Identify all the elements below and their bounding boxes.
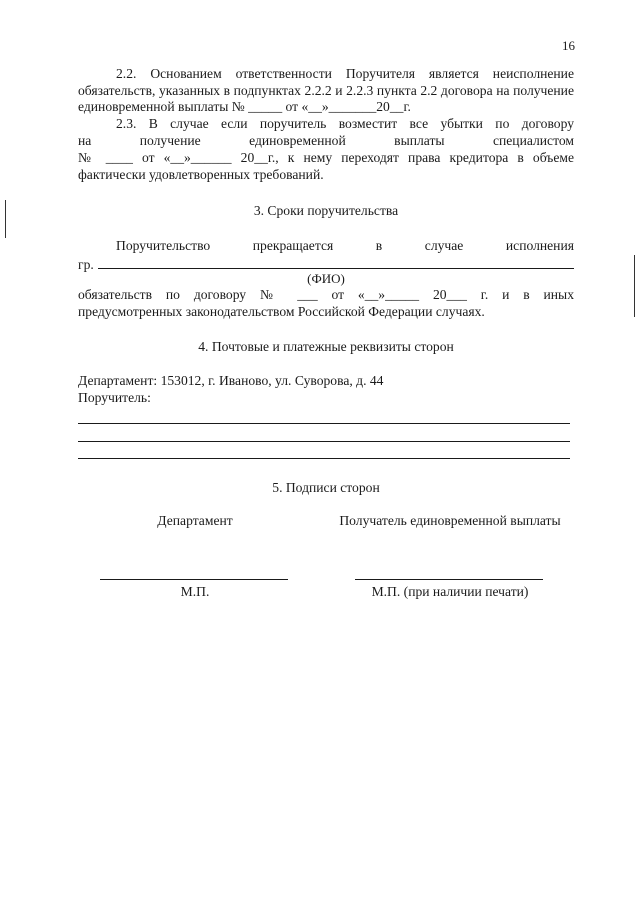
- paragraph-2-3-line2: на получение единовременной выплаты специалистом: [78, 133, 574, 148]
- right-margin-mark: [634, 255, 635, 317]
- paragraph-2-2: 2.2. Основанием ответственности Поручителя является неисполнение обязательств, указанных в подпунктах 2.2.2 и 2.2.3 пункта 2.2 договора на получение единовременной выплаты № _____ от «__»_______20__г.: [78, 66, 574, 114]
- section-3-line4: предусмотренных законодательством Российской Федерации случаях.: [78, 304, 485, 319]
- paragraph-2-3-line1: 2.3. В случае если поручитель возместит все убытки по договору: [116, 116, 574, 131]
- guarantor-details-line-2: [78, 441, 570, 442]
- page-number: 16: [562, 38, 575, 53]
- left-stamp-label: М.П.: [180, 584, 210, 599]
- guarantor-label: Поручитель:: [78, 390, 151, 405]
- section-3-heading: 3. Сроки поручительства: [253, 203, 399, 218]
- section-4-heading: 4. Почтовые и платежные реквизиты сторон: [198, 339, 454, 354]
- signature-left-party: Департамент: [157, 513, 233, 528]
- section-5-heading: 5. Подписи сторон: [272, 480, 380, 495]
- left-margin-mark: [5, 200, 6, 238]
- guarantor-details-line-3: [78, 458, 570, 459]
- signature-left-line: [100, 579, 288, 580]
- guarantor-details-line-1: [78, 423, 570, 424]
- gr-prefix: гр.: [78, 257, 94, 272]
- signature-right-party: Получатель единовременной выплаты: [339, 513, 561, 528]
- paragraph-2-3-rest: № ____ от «__»______ 20__г., к нему переходят права кредитора в объеме фактически удовлетворенных требований.: [78, 150, 574, 182]
- department-address: Департамент: 153012, г. Иваново, ул. Суворова, д. 44: [78, 373, 384, 388]
- guarantor-name-blank: [98, 256, 574, 269]
- fio-caption: (ФИО): [307, 271, 345, 286]
- section-3-line1: Поручительство прекращается в случае исполнения: [116, 238, 574, 253]
- right-stamp-label: М.П. (при наличии печати): [371, 584, 529, 599]
- section-3-line3: обязательств по договору № ___ от «__»_____ 20___ г. и в иных: [78, 287, 574, 302]
- signature-right-line: [355, 579, 543, 580]
